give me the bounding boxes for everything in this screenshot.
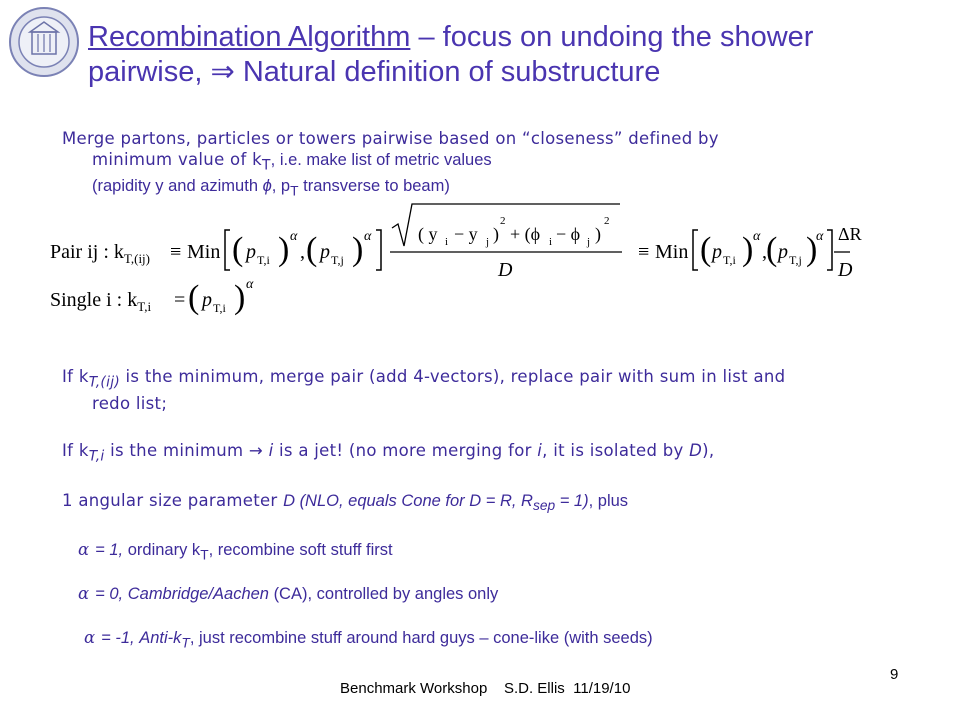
kt-metric-formula: [50, 200, 862, 325]
svg-text:α: α: [816, 229, 824, 244]
rule1-c: redo list;: [92, 394, 168, 414]
slide-footer: Benchmark Workshop S.D. Ellis 11/19/10: [340, 680, 631, 697]
min-2: Min: [655, 241, 689, 263]
alpha-symbol: α: [78, 540, 90, 559]
bullet3-sub: T: [181, 635, 190, 651]
pt-2: p: [320, 241, 330, 263]
single-label: Single i : $k_{T,i}$: [50, 289, 152, 314]
intro-paragraph: [62, 128, 719, 202]
intro-line3b: , p: [271, 177, 291, 196]
intro-line1: Merge partons, particles or towers pairwise based on “closeness” defined by: [62, 129, 719, 148]
delta-r: ΔR: [838, 224, 862, 244]
pt-sub-i: T,i: [257, 253, 270, 267]
svg-text:i: i: [549, 236, 553, 248]
svg-text:( y: ( y: [418, 224, 438, 244]
svg-text:j: j: [486, 236, 490, 248]
denominator-D-2: D: [838, 259, 853, 281]
phi-symbol: ϕ: [262, 177, 272, 196]
university-seal-logo: [8, 6, 80, 78]
svg-text:): ): [806, 231, 818, 268]
rule2-c: i: [268, 441, 274, 460]
rule1-sub: T,(ij): [88, 374, 120, 391]
bullet1-sub: T: [200, 547, 209, 563]
rule2-a: If k: [62, 441, 89, 460]
rule2-f: , it is isolated by: [542, 441, 690, 460]
rule3-a: 1 angular size parameter: [62, 491, 284, 510]
alpha-symbol: α: [78, 584, 90, 603]
svg-text:(: (: [306, 231, 318, 268]
intro-line2b: , i.e. make list of metric values: [270, 151, 492, 169]
rule3-b: D (NLO, equals Cone for D = R, R: [283, 492, 533, 510]
equiv-sign-2: ≡: [638, 241, 650, 263]
intro-sub2: T: [290, 183, 299, 199]
bullet-alpha-neg1: [84, 628, 653, 650]
svg-text:(: (: [232, 231, 244, 268]
svg-text:(: (: [188, 279, 200, 316]
rule-angular-size: [62, 490, 628, 517]
bullet-alpha-0: [78, 584, 498, 604]
svg-text:): ): [595, 224, 601, 244]
svg-text:T,i: T,i: [213, 301, 226, 315]
rule3-d: , plus: [588, 492, 629, 510]
svg-text:α: α: [246, 277, 254, 292]
bullet2-b: (CA),: [273, 585, 317, 603]
min-1: Min: [187, 241, 221, 263]
svg-text:2: 2: [604, 215, 610, 227]
page-number: 9: [890, 666, 899, 683]
rule2-d: is a jet! (no more merging for: [273, 441, 538, 460]
intro-sub: T: [261, 157, 271, 174]
bullet1-a: = 1,: [95, 541, 128, 559]
rule3-c: = 1): [555, 492, 589, 510]
intro-line2a: minimum value of k: [92, 150, 262, 169]
svg-text:=: =: [174, 289, 186, 311]
svg-text:): ): [493, 224, 499, 244]
svg-text:− y: − y: [454, 224, 478, 244]
pt-1: p: [246, 241, 256, 263]
rule2-sub: T,i: [88, 448, 105, 465]
alpha-exp-1: α: [290, 229, 298, 244]
svg-text:T,i: T,i: [723, 253, 736, 267]
svg-text:,: ,: [300, 241, 305, 263]
alpha-symbol: α: [84, 628, 96, 647]
bullet3-b: , just recombine stuff around hard guys – cone-like (with seeds): [189, 629, 653, 647]
pair-label: Pair ij : $k_{T,(ij)}$: [50, 241, 150, 266]
bullet3-a: = -1, Anti-k: [101, 629, 182, 647]
svg-text:α: α: [753, 229, 761, 244]
svg-text:): ): [278, 231, 290, 268]
svg-text:): ): [234, 279, 246, 316]
bullet1-b: ordinary k: [127, 541, 201, 559]
rule2-e: i: [537, 441, 543, 460]
rule1-b: is the minimum, merge pair (add 4-vectors), replace pair with sum in list and: [120, 367, 786, 386]
svg-text:p: p: [778, 241, 788, 263]
svg-text:j: j: [587, 236, 591, 248]
bullet1-c: , recombine soft stuff first: [208, 541, 393, 559]
bullet2-a: = 0, Cambridge/Aachen: [95, 585, 274, 603]
title-link[interactable]: Recombination Algorithm: [88, 21, 411, 53]
svg-text:T,j: T,j: [789, 253, 802, 267]
svg-text:− ϕ: − ϕ: [556, 224, 581, 244]
svg-text:2: 2: [500, 215, 506, 227]
bullet-alpha-1: [78, 540, 393, 562]
denominator-D-1: D: [498, 259, 513, 281]
svg-text:p: p: [712, 241, 722, 263]
intro-line3a: (rapidity y and azimuth: [92, 177, 263, 196]
svg-text:): ): [352, 231, 364, 268]
rule2-g: D: [689, 441, 703, 460]
rule-jet-isolated: [62, 440, 714, 467]
rule2-h: ),: [702, 441, 715, 460]
title-line2: pairwise, ⇒ Natural definition of substructure: [88, 56, 661, 88]
title-rest: – focus on undoing the shower: [410, 21, 814, 53]
intro-line3c: transverse to beam): [298, 177, 450, 196]
svg-text:+ (ϕ: + (ϕ: [510, 224, 541, 244]
equiv-sign-1: ≡: [170, 241, 182, 263]
svg-text:(: (: [766, 231, 778, 268]
bullet2-c: controlled by angles only: [316, 585, 499, 603]
alpha-exp-2: α: [364, 229, 372, 244]
svg-text:p: p: [202, 289, 212, 311]
svg-text:i: i: [445, 236, 449, 248]
rule1-a: If k: [62, 367, 89, 386]
rule-merge-pair: [62, 366, 785, 414]
svg-text:): ): [742, 231, 754, 268]
svg-text:(: (: [700, 231, 712, 268]
rule3-sub: sep: [532, 498, 556, 514]
rule2-b: is the minimum →: [104, 441, 269, 460]
slide-title: [88, 20, 948, 90]
pt-sub-j: T,j: [331, 253, 344, 267]
svg-text:,: ,: [762, 241, 767, 263]
